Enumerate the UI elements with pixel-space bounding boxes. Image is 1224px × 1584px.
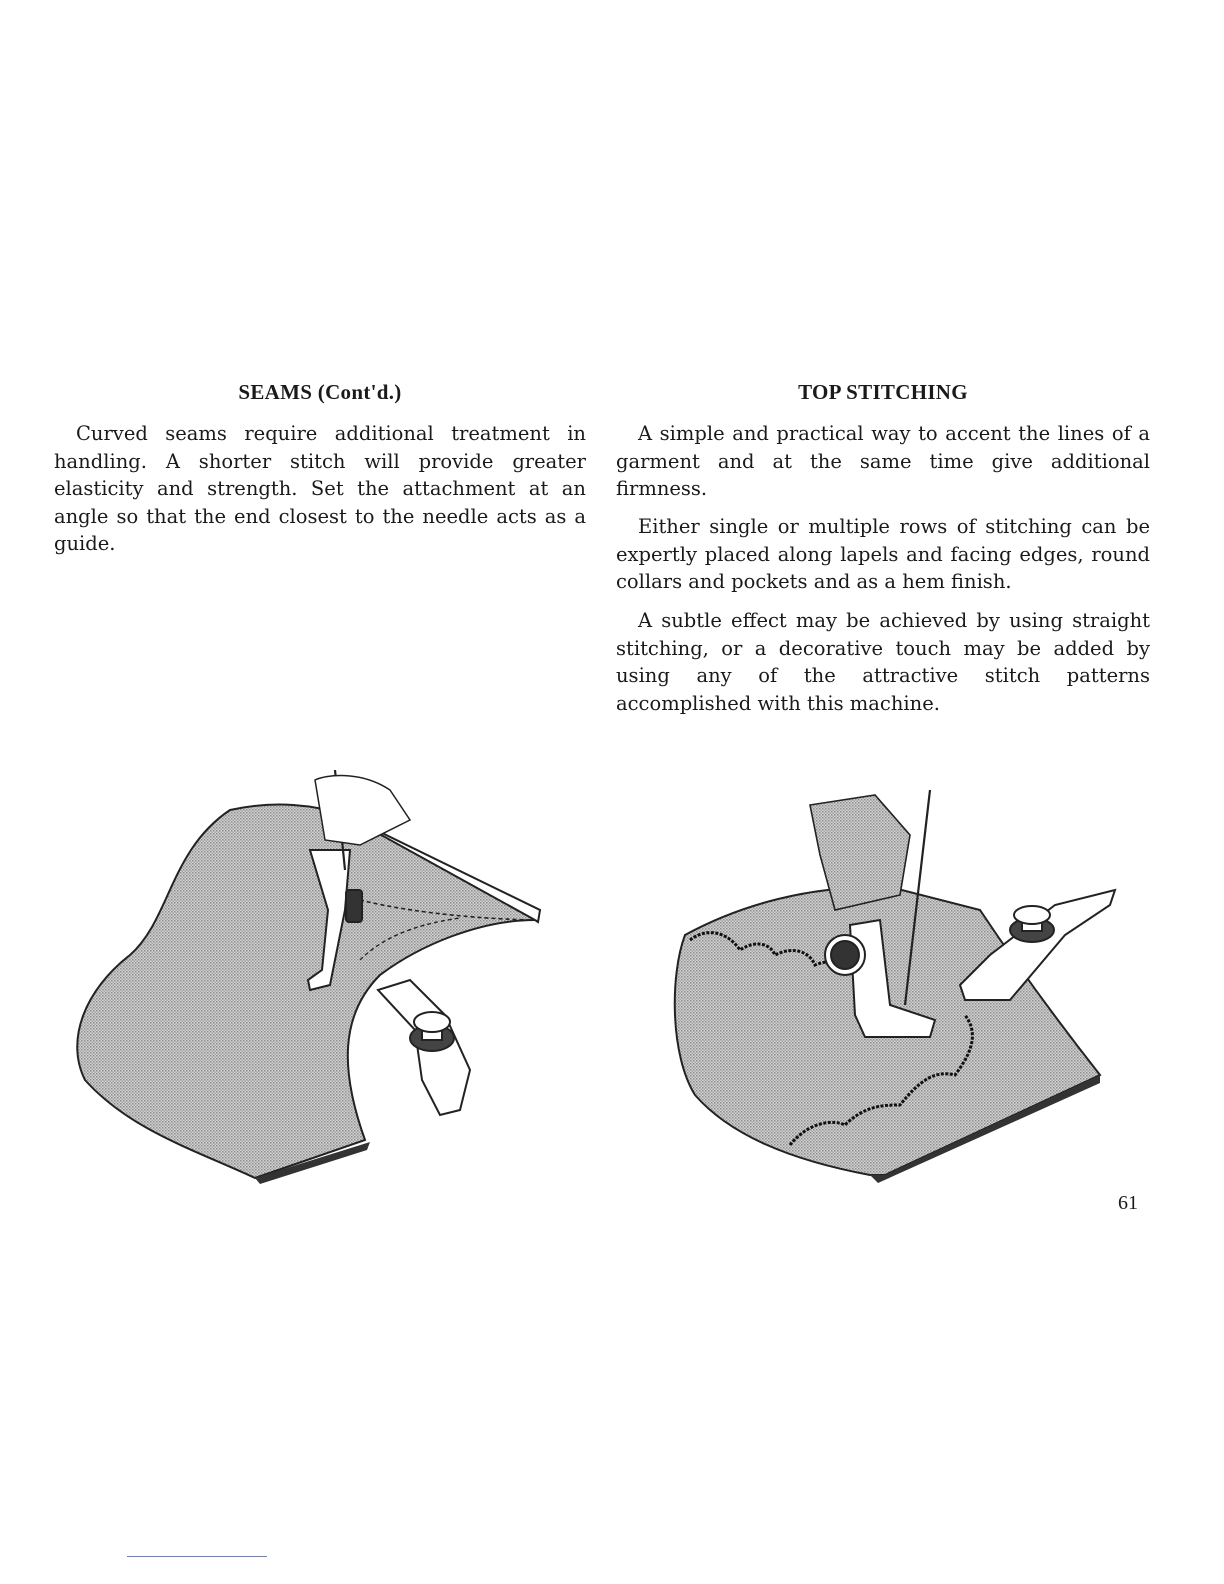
footer-rule — [127, 1556, 267, 1557]
needle-bar — [315, 776, 410, 845]
top-stitching-paragraph-3: A subtle effect may be achieved by using straight stitching, or a decorative touch may be added by using any of the attractive stitch patterns accomplished with this machine. — [616, 609, 1150, 715]
curved-seam-illustration — [60, 770, 580, 1190]
top-stitching-paragraph-1: A simple and practical way to accent the lines of a garment and at the same time give additional firmness. — [616, 422, 1150, 501]
seam-guide-attachment — [378, 980, 470, 1115]
top-stitching-paragraph-2: Either single or multiple rows of stitching can be expertly placed along lapels and facing edges, round collars and pockets and as a hem finish. — [616, 515, 1150, 594]
seams-paragraph-1: Curved seams require additional treatment in handling. A shorter stitch will provide greater elasticity and strength. Set the attachment at an angle so that the end closest to the needle acts as a guide. — [54, 422, 586, 556]
fabric-piece — [77, 805, 535, 1178]
page-number: 61 — [1118, 1192, 1138, 1214]
seams-heading: SEAMS (Cont'd.) — [238, 380, 402, 404]
top-stitching-illustration — [660, 775, 1130, 1185]
top-stitching-heading: TOP STITCHING — [798, 380, 968, 404]
